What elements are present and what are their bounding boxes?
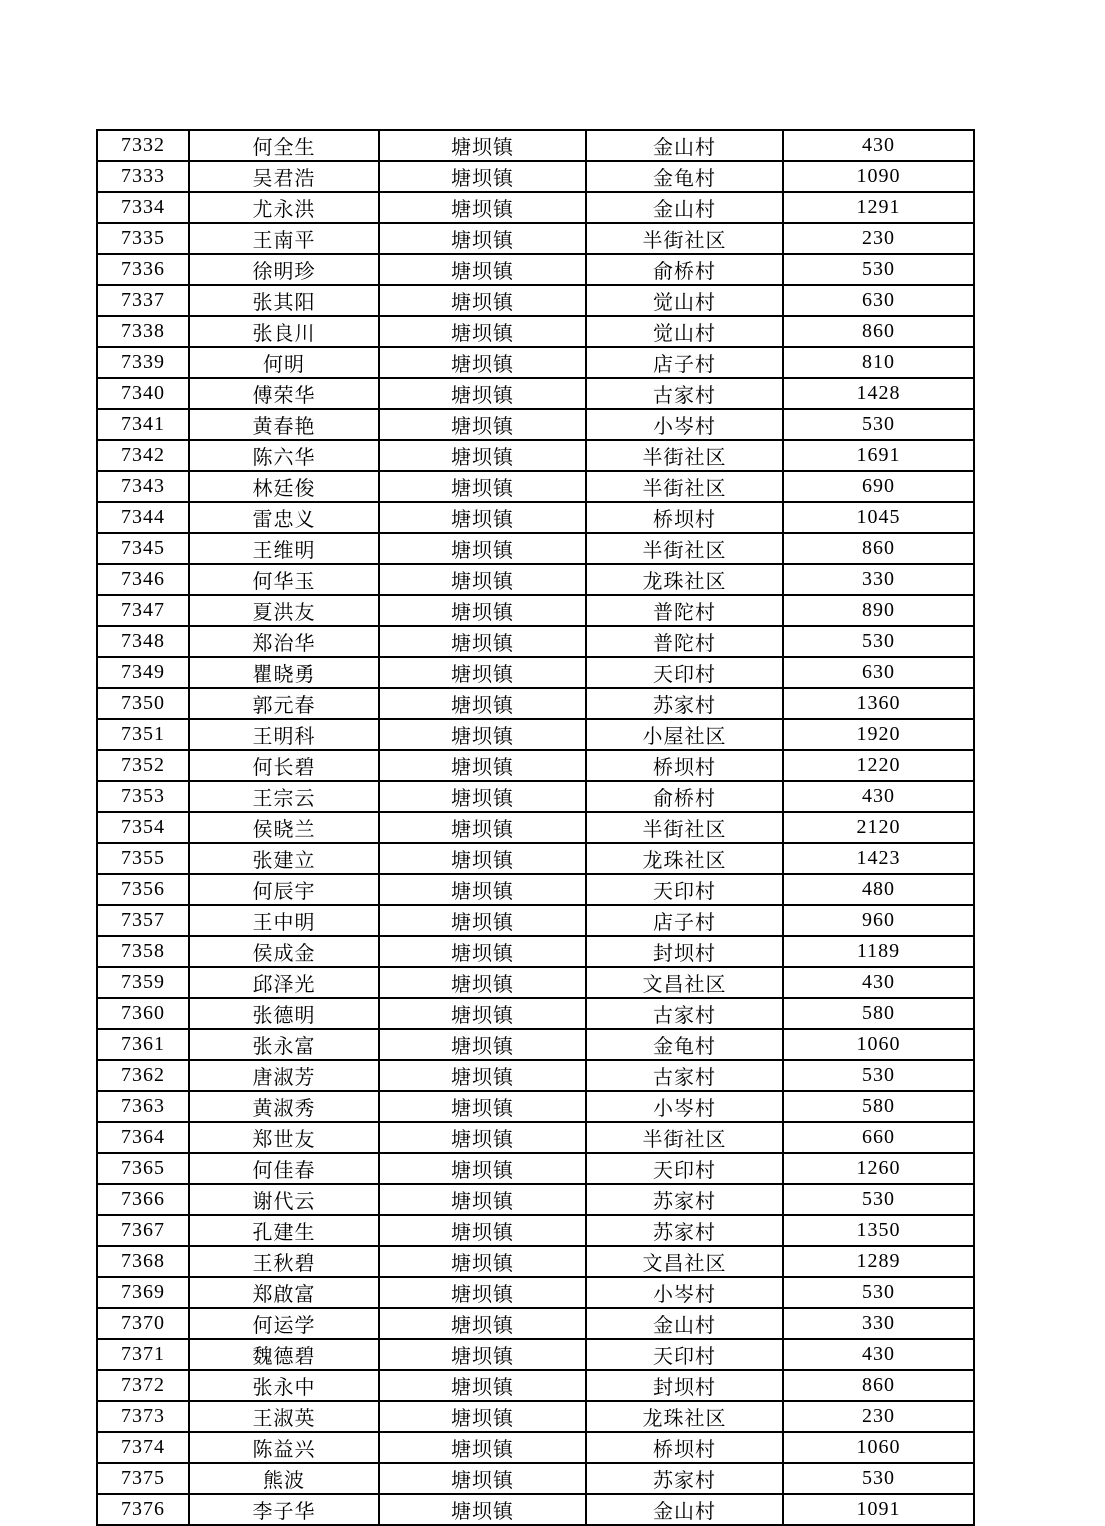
cell-town: 塘坝镇 — [379, 688, 586, 719]
cell-village: 文昌社区 — [586, 1246, 783, 1277]
table-row — [97, 440, 974, 471]
cell-serial-number: 7341 — [97, 409, 189, 440]
cell-village: 半街社区 — [586, 471, 783, 502]
cell-village: 金龟村 — [586, 1029, 783, 1060]
cell-amount: 1090 — [783, 161, 974, 192]
table-row — [97, 254, 974, 285]
cell-name: 李子华 — [189, 1494, 379, 1525]
cell-town: 塘坝镇 — [379, 564, 586, 595]
cell-amount: 530 — [783, 254, 974, 285]
table-row — [97, 502, 974, 533]
cell-village: 龙珠社区 — [586, 843, 783, 874]
cell-amount: 1260 — [783, 1153, 974, 1184]
cell-serial-number: 7335 — [97, 223, 189, 254]
cell-town: 塘坝镇 — [379, 192, 586, 223]
cell-amount: 430 — [783, 781, 974, 812]
cell-name: 何华玉 — [189, 564, 379, 595]
cell-serial-number: 7339 — [97, 347, 189, 378]
cell-name: 何长碧 — [189, 750, 379, 781]
cell-amount: 530 — [783, 1463, 974, 1494]
cell-name: 何辰宇 — [189, 874, 379, 905]
cell-name: 张永中 — [189, 1370, 379, 1401]
table-row — [97, 812, 974, 843]
table-row — [97, 192, 974, 223]
cell-amount: 530 — [783, 1184, 974, 1215]
cell-town: 塘坝镇 — [379, 1246, 586, 1277]
table-row — [97, 316, 974, 347]
cell-amount: 1423 — [783, 843, 974, 874]
cell-serial-number: 7352 — [97, 750, 189, 781]
cell-village: 普陀村 — [586, 595, 783, 626]
cell-village: 俞桥村 — [586, 254, 783, 285]
cell-name: 陈益兴 — [189, 1432, 379, 1463]
cell-town: 塘坝镇 — [379, 254, 586, 285]
cell-name: 谢代云 — [189, 1184, 379, 1215]
cell-amount: 860 — [783, 316, 974, 347]
cell-village: 金龟村 — [586, 161, 783, 192]
table-row — [97, 409, 974, 440]
cell-serial-number: 7373 — [97, 1401, 189, 1432]
table-row — [97, 1029, 974, 1060]
cell-village: 桥坝村 — [586, 1432, 783, 1463]
cell-serial-number: 7374 — [97, 1432, 189, 1463]
table-row — [97, 1215, 974, 1246]
cell-amount: 330 — [783, 564, 974, 595]
cell-town: 塘坝镇 — [379, 595, 586, 626]
cell-serial-number: 7349 — [97, 657, 189, 688]
table-row — [97, 905, 974, 936]
cell-town: 塘坝镇 — [379, 1370, 586, 1401]
cell-name: 尤永洪 — [189, 192, 379, 223]
table-row — [97, 378, 974, 409]
cell-name: 陈六华 — [189, 440, 379, 471]
cell-serial-number: 7360 — [97, 998, 189, 1029]
beneficiary-table — [96, 129, 975, 1526]
cell-name: 张德明 — [189, 998, 379, 1029]
cell-name: 熊波 — [189, 1463, 379, 1494]
table-row — [97, 533, 974, 564]
cell-name: 瞿晓勇 — [189, 657, 379, 688]
cell-name: 吴君浩 — [189, 161, 379, 192]
cell-town: 塘坝镇 — [379, 316, 586, 347]
cell-name: 郭元春 — [189, 688, 379, 719]
cell-serial-number: 7369 — [97, 1277, 189, 1308]
cell-village: 金山村 — [586, 1494, 783, 1525]
cell-town: 塘坝镇 — [379, 1060, 586, 1091]
table-row — [97, 1370, 974, 1401]
cell-name: 郑世友 — [189, 1122, 379, 1153]
cell-amount: 330 — [783, 1308, 974, 1339]
cell-town: 塘坝镇 — [379, 1277, 586, 1308]
cell-town: 塘坝镇 — [379, 1091, 586, 1122]
cell-amount: 1045 — [783, 502, 974, 533]
cell-village: 小岑村 — [586, 1277, 783, 1308]
table-row — [97, 1060, 974, 1091]
cell-name: 傅荣华 — [189, 378, 379, 409]
cell-village: 小岑村 — [586, 409, 783, 440]
cell-village: 古家村 — [586, 1060, 783, 1091]
cell-town: 塘坝镇 — [379, 1184, 586, 1215]
cell-village: 封坝村 — [586, 1370, 783, 1401]
cell-serial-number: 7353 — [97, 781, 189, 812]
cell-serial-number: 7364 — [97, 1122, 189, 1153]
table-row — [97, 967, 974, 998]
cell-village: 苏家村 — [586, 688, 783, 719]
cell-serial-number: 7332 — [97, 130, 189, 161]
table-row — [97, 1432, 974, 1463]
cell-amount: 1291 — [783, 192, 974, 223]
cell-amount: 1289 — [783, 1246, 974, 1277]
cell-serial-number: 7336 — [97, 254, 189, 285]
table-row — [97, 347, 974, 378]
cell-village: 苏家村 — [586, 1215, 783, 1246]
cell-village: 龙珠社区 — [586, 564, 783, 595]
cell-village: 小岑村 — [586, 1091, 783, 1122]
cell-village: 封坝村 — [586, 936, 783, 967]
cell-name: 王明科 — [189, 719, 379, 750]
cell-amount: 1060 — [783, 1029, 974, 1060]
cell-amount: 1220 — [783, 750, 974, 781]
cell-amount: 430 — [783, 967, 974, 998]
cell-name: 侯成金 — [189, 936, 379, 967]
cell-name: 何全生 — [189, 130, 379, 161]
cell-amount: 860 — [783, 1370, 974, 1401]
cell-serial-number: 7342 — [97, 440, 189, 471]
cell-amount: 1189 — [783, 936, 974, 967]
cell-amount: 530 — [783, 626, 974, 657]
table-row — [97, 161, 974, 192]
cell-name: 何佳春 — [189, 1153, 379, 1184]
cell-amount: 2120 — [783, 812, 974, 843]
cell-village: 金山村 — [586, 130, 783, 161]
cell-village: 半街社区 — [586, 440, 783, 471]
cell-village: 桥坝村 — [586, 750, 783, 781]
cell-name: 唐淑芳 — [189, 1060, 379, 1091]
cell-village: 觉山村 — [586, 285, 783, 316]
cell-village: 半街社区 — [586, 533, 783, 564]
cell-serial-number: 7358 — [97, 936, 189, 967]
cell-amount: 430 — [783, 1339, 974, 1370]
cell-serial-number: 7345 — [97, 533, 189, 564]
cell-amount: 810 — [783, 347, 974, 378]
cell-town: 塘坝镇 — [379, 130, 586, 161]
cell-town: 塘坝镇 — [379, 440, 586, 471]
table-row — [97, 223, 974, 254]
cell-town: 塘坝镇 — [379, 533, 586, 564]
table-row — [97, 1184, 974, 1215]
table-row — [97, 781, 974, 812]
cell-name: 王秋碧 — [189, 1246, 379, 1277]
cell-amount: 530 — [783, 1277, 974, 1308]
cell-town: 塘坝镇 — [379, 347, 586, 378]
table-row — [97, 1308, 974, 1339]
cell-town: 塘坝镇 — [379, 1401, 586, 1432]
cell-name: 张其阳 — [189, 285, 379, 316]
cell-name: 张永富 — [189, 1029, 379, 1060]
cell-serial-number: 7370 — [97, 1308, 189, 1339]
cell-village: 小屋社区 — [586, 719, 783, 750]
cell-town: 塘坝镇 — [379, 502, 586, 533]
cell-name: 徐明珍 — [189, 254, 379, 285]
table-row — [97, 1246, 974, 1277]
cell-serial-number: 7355 — [97, 843, 189, 874]
cell-amount: 1428 — [783, 378, 974, 409]
cell-town: 塘坝镇 — [379, 812, 586, 843]
cell-serial-number: 7362 — [97, 1060, 189, 1091]
cell-town: 塘坝镇 — [379, 378, 586, 409]
cell-amount: 660 — [783, 1122, 974, 1153]
cell-name: 王宗云 — [189, 781, 379, 812]
cell-village: 文昌社区 — [586, 967, 783, 998]
cell-amount: 530 — [783, 1060, 974, 1091]
cell-serial-number: 7351 — [97, 719, 189, 750]
table-row — [97, 1339, 974, 1370]
cell-serial-number: 7344 — [97, 502, 189, 533]
cell-amount: 430 — [783, 130, 974, 161]
cell-town: 塘坝镇 — [379, 1494, 586, 1525]
cell-village: 苏家村 — [586, 1184, 783, 1215]
cell-town: 塘坝镇 — [379, 1215, 586, 1246]
table-row — [97, 719, 974, 750]
table-row — [97, 936, 974, 967]
cell-town: 塘坝镇 — [379, 843, 586, 874]
cell-name: 王淑英 — [189, 1401, 379, 1432]
cell-village: 桥坝村 — [586, 502, 783, 533]
table-row — [97, 843, 974, 874]
table-row — [97, 564, 974, 595]
cell-amount: 230 — [783, 1401, 974, 1432]
cell-serial-number: 7356 — [97, 874, 189, 905]
table-row — [97, 1091, 974, 1122]
cell-name: 王中明 — [189, 905, 379, 936]
cell-town: 塘坝镇 — [379, 781, 586, 812]
table-row — [97, 595, 974, 626]
cell-amount: 530 — [783, 409, 974, 440]
cell-amount: 630 — [783, 657, 974, 688]
table-row — [97, 874, 974, 905]
cell-serial-number: 7343 — [97, 471, 189, 502]
cell-town: 塘坝镇 — [379, 1463, 586, 1494]
cell-amount: 1920 — [783, 719, 974, 750]
cell-serial-number: 7368 — [97, 1246, 189, 1277]
cell-amount: 960 — [783, 905, 974, 936]
cell-serial-number: 7346 — [97, 564, 189, 595]
cell-name: 雷忠义 — [189, 502, 379, 533]
cell-name: 孔建生 — [189, 1215, 379, 1246]
cell-amount: 230 — [783, 223, 974, 254]
cell-name: 郑啟富 — [189, 1277, 379, 1308]
cell-village: 龙珠社区 — [586, 1401, 783, 1432]
table-row — [97, 1122, 974, 1153]
cell-name: 邱泽光 — [189, 967, 379, 998]
cell-amount: 1350 — [783, 1215, 974, 1246]
cell-name: 侯晓兰 — [189, 812, 379, 843]
cell-town: 塘坝镇 — [379, 750, 586, 781]
cell-serial-number: 7333 — [97, 161, 189, 192]
cell-town: 塘坝镇 — [379, 1308, 586, 1339]
cell-town: 塘坝镇 — [379, 1122, 586, 1153]
table-row — [97, 998, 974, 1029]
cell-town: 塘坝镇 — [379, 285, 586, 316]
cell-town: 塘坝镇 — [379, 626, 586, 657]
cell-town: 塘坝镇 — [379, 223, 586, 254]
cell-town: 塘坝镇 — [379, 874, 586, 905]
cell-amount: 580 — [783, 1091, 974, 1122]
cell-name: 张良川 — [189, 316, 379, 347]
cell-town: 塘坝镇 — [379, 719, 586, 750]
cell-name: 夏洪友 — [189, 595, 379, 626]
cell-serial-number: 7361 — [97, 1029, 189, 1060]
cell-serial-number: 7340 — [97, 378, 189, 409]
cell-village: 古家村 — [586, 378, 783, 409]
cell-village: 金山村 — [586, 1308, 783, 1339]
cell-village: 古家村 — [586, 998, 783, 1029]
cell-name: 魏德碧 — [189, 1339, 379, 1370]
cell-serial-number: 7338 — [97, 316, 189, 347]
cell-village: 天印村 — [586, 1153, 783, 1184]
cell-amount: 630 — [783, 285, 974, 316]
cell-serial-number: 7371 — [97, 1339, 189, 1370]
cell-town: 塘坝镇 — [379, 998, 586, 1029]
cell-town: 塘坝镇 — [379, 1339, 586, 1370]
cell-village: 天印村 — [586, 874, 783, 905]
table-row — [97, 471, 974, 502]
cell-town: 塘坝镇 — [379, 1153, 586, 1184]
cell-amount: 1091 — [783, 1494, 974, 1525]
cell-serial-number: 7347 — [97, 595, 189, 626]
cell-town: 塘坝镇 — [379, 409, 586, 440]
cell-amount: 860 — [783, 533, 974, 564]
cell-town: 塘坝镇 — [379, 905, 586, 936]
cell-amount: 1060 — [783, 1432, 974, 1463]
cell-name: 何明 — [189, 347, 379, 378]
cell-village: 半街社区 — [586, 812, 783, 843]
cell-name: 王维明 — [189, 533, 379, 564]
table-row — [97, 1153, 974, 1184]
cell-amount: 480 — [783, 874, 974, 905]
cell-serial-number: 7334 — [97, 192, 189, 223]
cell-serial-number: 7366 — [97, 1184, 189, 1215]
cell-serial-number: 7363 — [97, 1091, 189, 1122]
cell-village: 店子村 — [586, 905, 783, 936]
cell-village: 店子村 — [586, 347, 783, 378]
cell-serial-number: 7354 — [97, 812, 189, 843]
cell-town: 塘坝镇 — [379, 936, 586, 967]
cell-name: 王南平 — [189, 223, 379, 254]
cell-serial-number: 7359 — [97, 967, 189, 998]
cell-name: 何运学 — [189, 1308, 379, 1339]
cell-village: 半街社区 — [586, 223, 783, 254]
cell-village: 觉山村 — [586, 316, 783, 347]
cell-village: 天印村 — [586, 1339, 783, 1370]
cell-name: 黄淑秀 — [189, 1091, 379, 1122]
cell-serial-number: 7376 — [97, 1494, 189, 1525]
cell-serial-number: 7348 — [97, 626, 189, 657]
cell-town: 塘坝镇 — [379, 161, 586, 192]
cell-name: 黄春艳 — [189, 409, 379, 440]
cell-town: 塘坝镇 — [379, 1029, 586, 1060]
cell-serial-number: 7357 — [97, 905, 189, 936]
cell-village: 普陀村 — [586, 626, 783, 657]
table-row — [97, 1463, 974, 1494]
cell-name: 张建立 — [189, 843, 379, 874]
cell-amount: 890 — [783, 595, 974, 626]
cell-amount: 580 — [783, 998, 974, 1029]
cell-name: 林廷俊 — [189, 471, 379, 502]
cell-town: 塘坝镇 — [379, 1432, 586, 1463]
cell-village: 天印村 — [586, 657, 783, 688]
table-row — [97, 1494, 974, 1525]
table-row — [97, 130, 974, 161]
cell-village: 俞桥村 — [586, 781, 783, 812]
cell-serial-number: 7350 — [97, 688, 189, 719]
cell-name: 郑治华 — [189, 626, 379, 657]
cell-serial-number: 7375 — [97, 1463, 189, 1494]
table-row — [97, 1401, 974, 1432]
table-row — [97, 626, 974, 657]
cell-serial-number: 7372 — [97, 1370, 189, 1401]
cell-serial-number: 7337 — [97, 285, 189, 316]
cell-village: 苏家村 — [586, 1463, 783, 1494]
cell-village: 半街社区 — [586, 1122, 783, 1153]
table-body — [97, 130, 974, 1525]
table-row — [97, 688, 974, 719]
table-row — [97, 750, 974, 781]
cell-town: 塘坝镇 — [379, 471, 586, 502]
table-row — [97, 1277, 974, 1308]
cell-village: 金山村 — [586, 192, 783, 223]
table-row — [97, 285, 974, 316]
table-row — [97, 657, 974, 688]
cell-serial-number: 7365 — [97, 1153, 189, 1184]
cell-amount: 1691 — [783, 440, 974, 471]
cell-serial-number: 7367 — [97, 1215, 189, 1246]
cell-amount: 690 — [783, 471, 974, 502]
cell-town: 塘坝镇 — [379, 967, 586, 998]
cell-town: 塘坝镇 — [379, 657, 586, 688]
cell-amount: 1360 — [783, 688, 974, 719]
